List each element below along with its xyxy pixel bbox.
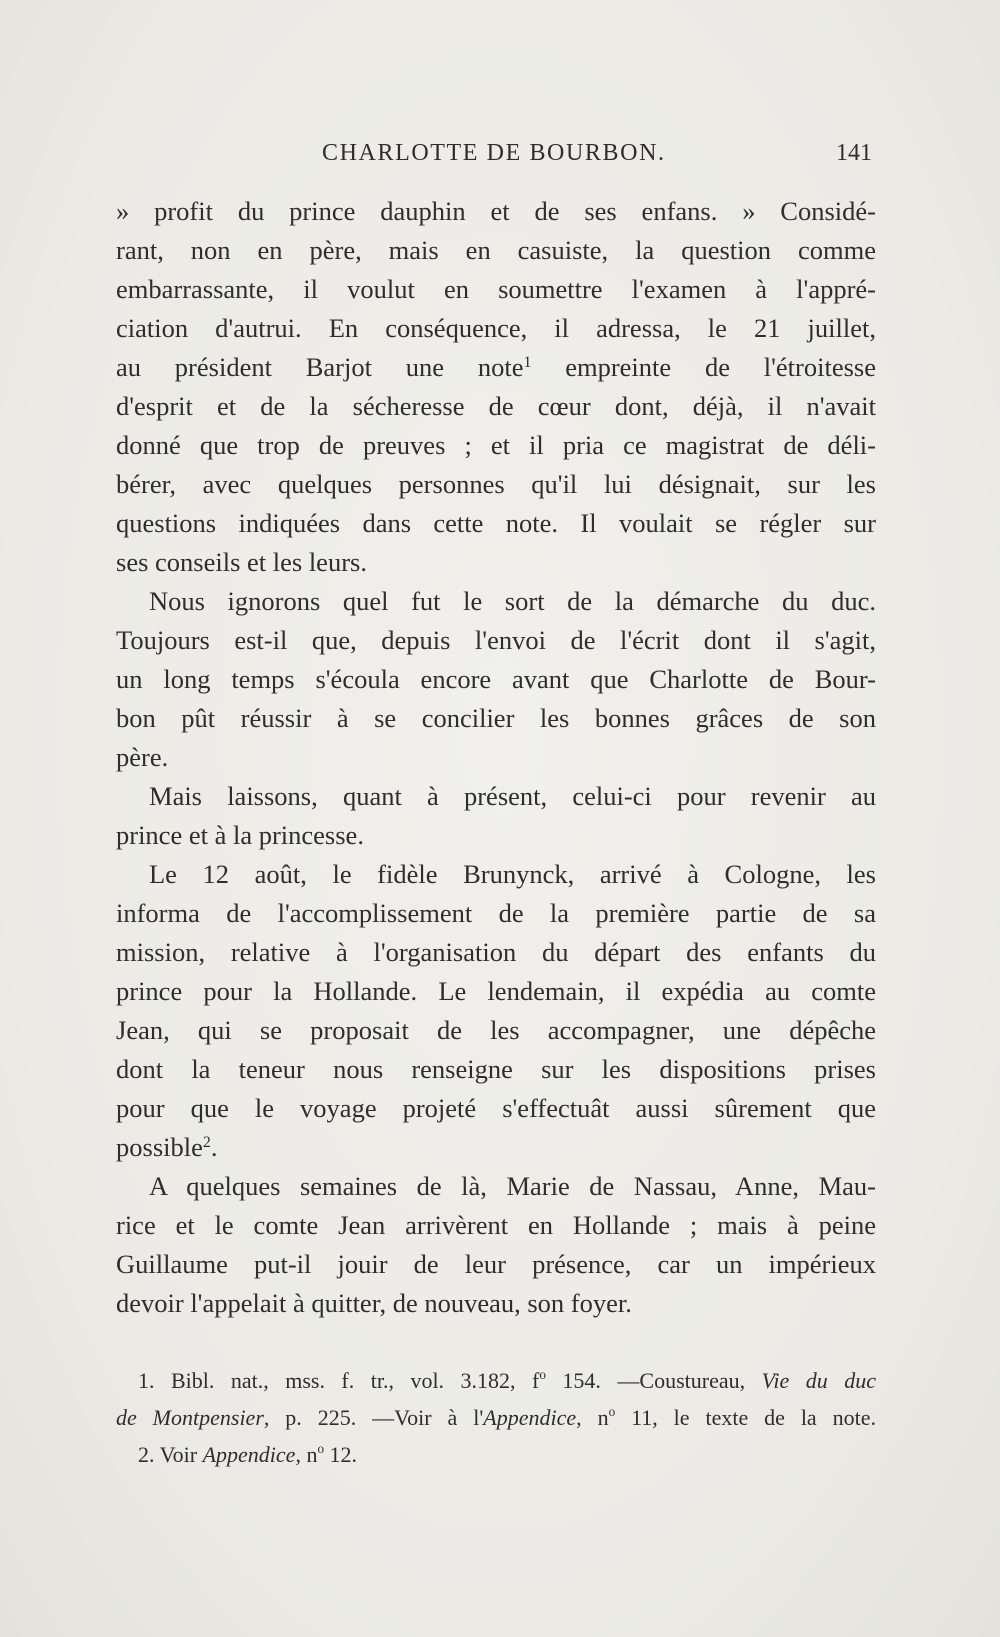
footnote-text: 11, le texte de la note. (615, 1405, 876, 1430)
text-line: embarrassante, il voulut en soumettre l'examen à l'appré- (116, 274, 876, 304)
text-line: » profit du prince dauphin et de ses enfans. » Considé- (116, 196, 876, 226)
text-line: Toujours est-il que, depuis l'envoi de l'écrit dont il s'agit, (116, 625, 876, 655)
text-line: informa de l'accomplissement de la première partie de sa (116, 898, 876, 928)
text-line: pour que le voyage projeté s'effectuât aussi sûrement que (116, 1093, 876, 1123)
footnote-text: 2. Voir (138, 1442, 203, 1467)
text-line: Nous ignorons quel fut le sort de la démarche du duc. (149, 586, 876, 616)
text-line: donné que trop de preuves ; et il pria ce magistrat de déli- (116, 430, 876, 460)
page-header (118, 140, 872, 176)
footnote-italic-title: Appendice (202, 1442, 296, 1467)
text-line-end: . (210, 1132, 218, 1162)
footnote-italic-title: de Montpensier (116, 1405, 264, 1430)
footnote-2 (116, 1436, 876, 1473)
text-line: questions indiquées dans cette note. Il voulait se régler sur (116, 508, 876, 538)
text-line: ses conseils et les leurs. (116, 547, 367, 577)
text-line: un long temps s'écoula encore avant que Charlotte de Bour- (116, 664, 876, 694)
footnote-italic-title: Vie du duc (761, 1368, 877, 1393)
text-line: mission, relative à l'organisation du départ des enfants du (116, 937, 876, 967)
text-line: rice et le comte Jean arrivèrent en Hollande ; mais à peine (116, 1210, 876, 1240)
text-line: père. (116, 742, 169, 772)
text-line-end: empreinte de l'étroitesse (531, 352, 876, 382)
footnote-ref-2: 2 (202, 1134, 211, 1151)
footnote-text: 12. (324, 1442, 358, 1467)
footnote-1-line-1 (116, 1362, 876, 1399)
footnote-1-number: 1. (138, 1368, 171, 1393)
text-line-start: possible (116, 1132, 203, 1162)
text-line: A quelques semaines de là, Marie de Nassau, Anne, Mau- (149, 1171, 876, 1201)
footnote-text: , n (576, 1405, 609, 1430)
running-title: CHARLOTTE DE BOURBON. (322, 140, 666, 166)
text-line: d'esprit et de la sécheresse de cœur dont, déjà, il n'avait (116, 391, 876, 421)
text-line: prince et à la princesse. (116, 820, 364, 850)
footnote-1-line-2 (116, 1399, 876, 1436)
text-line: bérer, avec quelques personnes qu'il lui désignait, sur les (116, 469, 876, 499)
text-line: Mais laissons, quant à présent, celui-ci pour revenir au (149, 781, 876, 811)
text-line: dont la teneur nous renseigne sur les dispositions prises (116, 1054, 876, 1084)
text-line (116, 348, 876, 387)
footnote-text: , n (295, 1442, 318, 1467)
footnote-text: , p. 225. —Voir à l' (263, 1405, 484, 1430)
text-line: devoir l'appelait à quitter, de nouveau, son foyer. (116, 1288, 632, 1318)
footnotes (116, 1362, 876, 1473)
body-text (116, 192, 876, 1323)
text-line (116, 1128, 876, 1167)
text-line: ciation d'autrui. En conséquence, il adressa, le 21 juillet, (116, 313, 876, 343)
text-line: rant, non en père, mais en casuiste, la question comme (116, 235, 876, 265)
text-line: prince pour la Hollande. Le lendemain, il expédia au comte (116, 976, 876, 1006)
text-line-start: au président Barjot une note (116, 352, 524, 382)
footnote-superscript: o (608, 1404, 616, 1419)
text-line: Le 12 août, le fidèle Brunynck, arrivé à Cologne, les (149, 859, 876, 889)
footnote-ref-1: 1 (523, 354, 532, 371)
text-line: Jean, qui se proposait de les accompagner, une dépêche (116, 1015, 876, 1045)
footnote-italic-title: Appendice (483, 1405, 577, 1430)
footnote-text: 154. —Coustureau, (545, 1368, 762, 1393)
page-number: 141 (836, 140, 872, 166)
footnote-superscript: o (539, 1367, 546, 1382)
text-line: bon pût réussir à se concilier les bonnes grâces de son (116, 703, 876, 733)
footnote-superscript: o (317, 1441, 325, 1456)
text-line: Guillaume put-il jouir de leur présence, car un impérieux (116, 1249, 876, 1279)
footnote-text: Bibl. nat., mss. f. tr., vol. 3.182, f (170, 1368, 540, 1393)
